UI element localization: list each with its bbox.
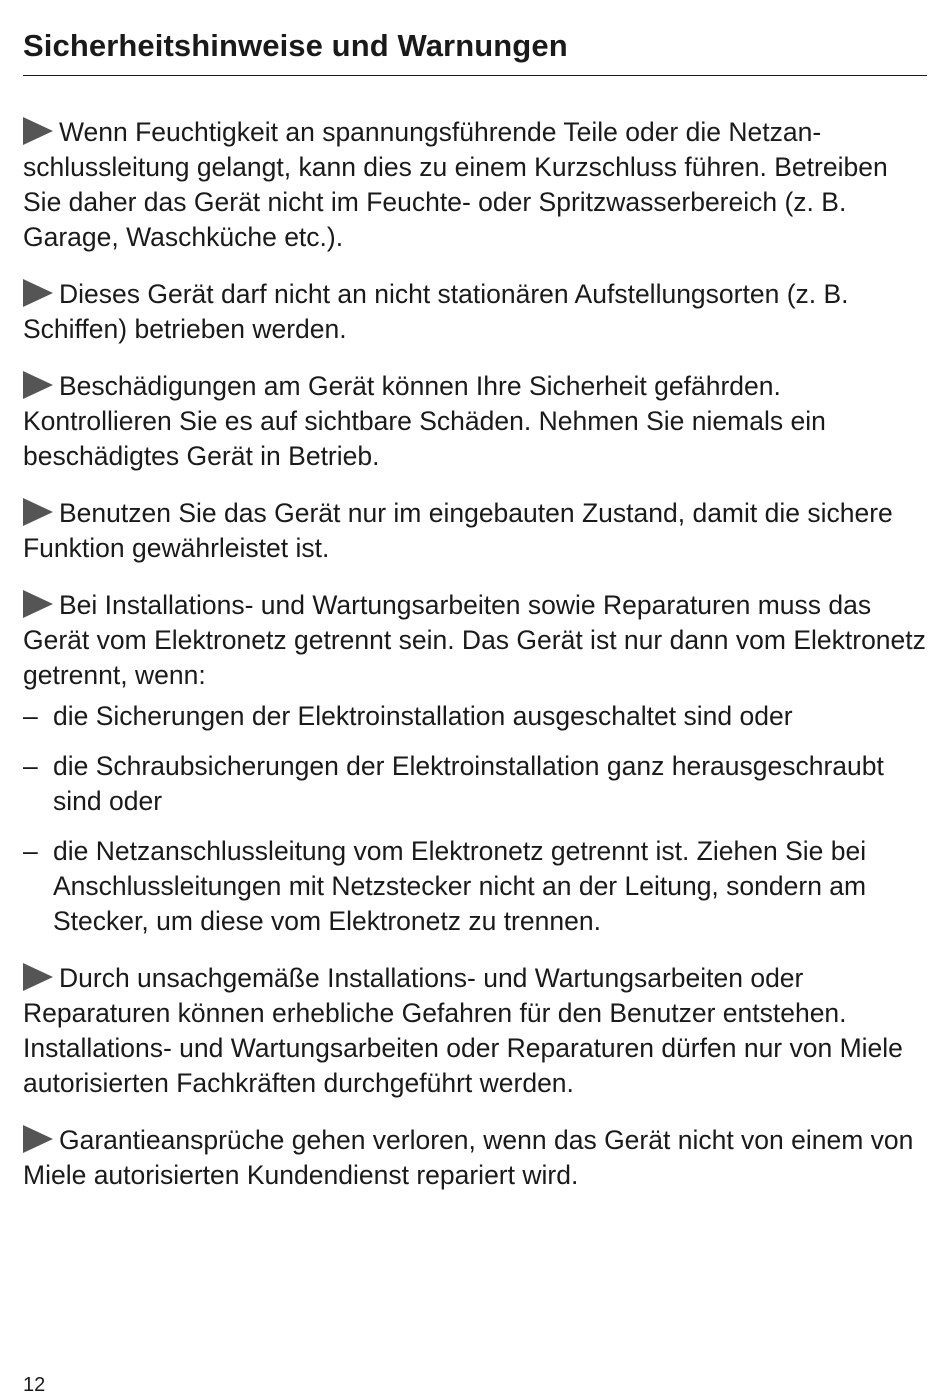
warning-arrow-icon: [23, 1125, 53, 1153]
list-item: [23, 834, 928, 939]
list-item-text: die Sicherungen der Elektroinstallation ausgeschaltet sind oder: [53, 701, 793, 731]
warning-arrow-icon: [23, 590, 53, 618]
page-number: 12: [23, 1374, 46, 1396]
warning-arrow-icon: [23, 963, 53, 991]
warning-text: Garantieansprüche gehen verloren, wenn das Gerät nicht von einem von Miele autorisierten Kundendienst repariert wird.: [23, 1125, 914, 1190]
page-title: Sicherheitshinweise und Warnungen: [23, 28, 568, 63]
warning-text: Beschädigungen am Gerät können Ihre Sicherheit gefährden. Kontrollieren Sie es auf sichtbare Schäden. Nehmen Sie niemals ein beschädigtes Gerät in Betrieb.: [23, 371, 826, 471]
warning-paragraph: [23, 1123, 928, 1193]
warning-paragraph: [23, 961, 928, 1101]
list-item-text: die Schraubsicherungen der Elektroinstallation ganz herausgeschraubt sind oder: [53, 751, 884, 816]
list-item: [23, 699, 928, 734]
dash-marker: –: [23, 836, 38, 866]
warning-arrow-icon: [23, 279, 53, 307]
dash-marker: –: [23, 701, 38, 731]
warning-text: Durch unsachgemäße Installations- und Wartungsarbeiten oder Reparaturen können erhebliche Gefahren für den Benutzer entstehen. Installations- und Wartungsarbeiten oder Reparaturen dürfen nur von Miele autorisierten Fachkräften durchgeführt werden.: [23, 963, 903, 1098]
dash-marker: –: [23, 751, 38, 781]
list-item-text: die Netzanschlussleitung vom Elektronetz getrennt ist. Ziehen Sie bei Anschlussleitungen mit Netzstecker nicht an der Leitung, sondern am Stecker, um diese vom Elektronetz zu trennen.: [53, 836, 867, 936]
warning-text: Wenn Feuchtigkeit an spannungsführende Teile oder die Netzanschlussleitung gelangt, kann dies zu einem Kurzschluss führen. Betreiben Sie daher das Gerät nicht im Feuchte- oder Spritzwasserbereich (z. B. Garage, Waschküche etc.).: [23, 117, 888, 252]
disconnect-conditions-list: [23, 699, 928, 939]
warning-arrow-icon: [23, 498, 53, 526]
warning-paragraph: [23, 369, 928, 474]
warning-arrow-icon: [23, 371, 53, 399]
warning-paragraph: [23, 588, 928, 693]
warning-text: Bei Installations- und Wartungsarbeiten sowie Reparaturen muss das Gerät vom Elektronetz getrennt sein. Das Gerät ist nur dann vom Elektronetz getrennt, wenn:: [23, 590, 926, 690]
warning-paragraph: [23, 115, 928, 255]
title-divider: [23, 75, 927, 76]
warning-text: Dieses Gerät darf nicht an nicht stationären Aufstellungsorten (z. B. Schiffen) betrieben werden.: [23, 279, 849, 344]
warning-paragraph: [23, 277, 928, 347]
list-item: [23, 749, 928, 819]
warning-text: Benutzen Sie das Gerät nur im eingebauten Zustand, damit die sichere Funktion gewährleistet ist.: [23, 498, 893, 563]
warning-paragraph: [23, 496, 928, 566]
warning-arrow-icon: [23, 117, 53, 145]
warnings-content: [23, 115, 928, 1215]
